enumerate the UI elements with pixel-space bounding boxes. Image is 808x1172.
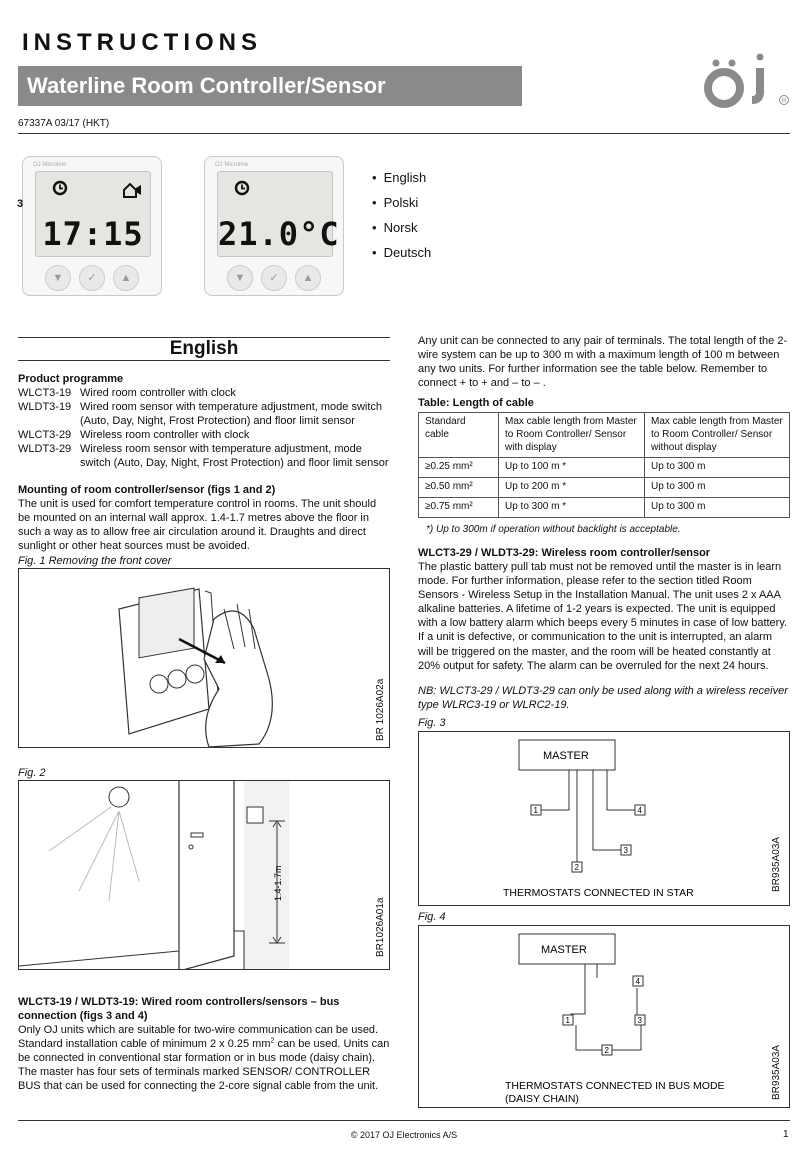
intro-text: Any unit can be connected to any pair of terminals. The total length of the 2-wire system can be up to 300 m with a maximum length of 100 m between any two units. For further information see the table below. Remember to connect + to + and – to – . bbox=[418, 335, 788, 390]
table-row bbox=[419, 458, 790, 478]
svg-text:R: R bbox=[782, 98, 787, 105]
master-label: MASTER bbox=[543, 750, 589, 762]
table-cell: ≥0.25 mm² bbox=[419, 458, 499, 478]
fig1-label: Fig. 1 Removing the front cover bbox=[18, 555, 172, 567]
device-brand: OJ Microline bbox=[33, 162, 67, 168]
up-button-icon: ▲ bbox=[113, 265, 139, 291]
room-wall-mounting-illustration bbox=[19, 781, 390, 970]
table-cell: ≥0.75 mm² bbox=[419, 497, 499, 517]
table-cell: Up to 200 m * bbox=[499, 478, 645, 498]
bus-wiring-diagram bbox=[419, 926, 790, 1108]
node-label: 4 bbox=[637, 806, 642, 815]
up-button-icon: ▲ bbox=[295, 265, 321, 291]
wireless-title: WLCT3-29 / WLDT3-29: Wireless room controller/sensor bbox=[418, 547, 711, 559]
fig3-box bbox=[418, 731, 790, 906]
table-header: Max cable length from Master to Room Controller/ Sensor with display bbox=[499, 413, 645, 458]
home-icon bbox=[122, 182, 142, 198]
wireless-section bbox=[418, 546, 790, 673]
clock-icon bbox=[52, 180, 68, 196]
nb-note: NB: WLCT3-29 / WLDT3-29 can only be used along with a wireless receiver type WLRC3-19 or WLRC2-19. bbox=[418, 685, 788, 712]
table-cell: Up to 100 m * bbox=[499, 458, 645, 478]
superscript: 2 bbox=[270, 1037, 275, 1045]
fig1-box bbox=[18, 568, 390, 748]
product-code: WLCT3-19 bbox=[18, 387, 72, 400]
node-label: 3 bbox=[623, 846, 628, 855]
wired-text-part: can be used. Units can be connected in conventional star formation or in bus mode (daisy chain). The master has four sets of terminals marked SENSOR/ CONTROLLER BUS that can be used for connecting the 2-core signal cable from the unit. bbox=[18, 1038, 390, 1093]
time-readout: 17:15 bbox=[42, 215, 144, 253]
language-list bbox=[372, 170, 431, 270]
table-cell: Up to 300 m bbox=[645, 458, 790, 478]
mounting-section bbox=[18, 483, 390, 553]
product-desc: Wired room sensor with temperature adjustment, mode switch (Auto, Day, Night, Frost Protection) and floor limit sensor bbox=[80, 401, 383, 428]
table-row bbox=[419, 497, 790, 517]
product-programme bbox=[18, 372, 390, 471]
programme-row bbox=[18, 400, 390, 428]
fig4-label: Fig. 4 bbox=[418, 911, 446, 923]
lcd-display bbox=[217, 171, 340, 257]
product-desc: Wireless room sensor with temperature adjustment, mode switch (Auto, Day, Night, Frost Protection) and floor limit sensor bbox=[80, 443, 389, 470]
language-item: • Norsk bbox=[372, 220, 431, 245]
cable-length-table bbox=[418, 412, 790, 518]
down-button-icon: ▼ bbox=[45, 265, 71, 291]
lcd-display bbox=[35, 171, 151, 257]
programme-row bbox=[18, 428, 390, 442]
temperature-readout: 21.0°C bbox=[218, 215, 340, 253]
page-title: INSTRUCTIONS bbox=[22, 29, 262, 56]
confirm-button-icon: ✓ bbox=[79, 265, 105, 291]
product-desc: Wireless room controller with clock bbox=[80, 429, 250, 442]
fig4-caption: THERMOSTATS CONNECTED IN BUS MODE bbox=[505, 1080, 725, 1092]
mounting-title: Mounting of room controller/sensor (figs 1 and 2) bbox=[18, 484, 276, 496]
language-item: • Polski bbox=[372, 195, 431, 220]
table-cell: Up to 300 m * bbox=[499, 497, 645, 517]
fig4-ref: BR935A03A bbox=[771, 1044, 782, 1100]
node-label: 2 bbox=[604, 1046, 609, 1055]
language-item: • Deutsch bbox=[372, 245, 431, 270]
fig4-box bbox=[418, 925, 790, 1108]
node-label: 4 bbox=[635, 977, 640, 986]
title-band bbox=[18, 66, 522, 106]
master-label: MASTER bbox=[541, 944, 587, 956]
table-header: Max cable length from Master to Room Controller/ Sensor without display bbox=[645, 413, 790, 458]
fig2-label: Fig. 2 bbox=[18, 767, 46, 779]
wireless-text: The plastic battery pull tab must not be removed until the master is in learn mode. For further information, please refer to the section titled Room Sensors - Wireless Setup in the Installation Manual. The unit uses 2 x AAA alkaline batteries. A lifetime of 1-2 years is expected. The unit is equipped with a low battery alarm which beeps every 5 minutes in case of low battery. If a unit is defective, or communication to the unit is interrupted, an alarm will be triggered on the master, and the room will be heated constantly at 20% output for safety. The alarm can be overruled for the next 24 hours. bbox=[418, 561, 788, 672]
copyright: © 2017 OJ Electronics A/S bbox=[350, 1130, 458, 1140]
table-row bbox=[419, 478, 790, 498]
device-brand: OJ Microline bbox=[215, 162, 249, 168]
programme-row bbox=[18, 386, 390, 400]
mounting-text: The unit is used for comfort temperature control in rooms. The unit should be mounted on an internal wall approx. 1.4-1.7 metres above the floor in such a way as to allow free air circulation around it. Draughts and direct sunlight or other heat sources must be avoided. bbox=[18, 498, 377, 553]
table-header-row bbox=[419, 413, 790, 458]
height-dimension: 1.4-1.7m bbox=[273, 865, 283, 901]
section-heading: English bbox=[18, 337, 390, 361]
node-label: 1 bbox=[565, 1016, 570, 1025]
logo-text: OJ bbox=[702, 52, 704, 53]
table-cell: Up to 300 m bbox=[645, 497, 790, 517]
oj-logo bbox=[702, 52, 792, 112]
program-number: 3 bbox=[17, 198, 24, 210]
table-title: Table: Length of cable bbox=[418, 397, 534, 409]
room-sensor-display-image bbox=[204, 156, 344, 296]
node-label: 1 bbox=[533, 806, 538, 815]
node-label: 3 bbox=[637, 1016, 642, 1025]
fig1-ref: BR 1026A02a bbox=[375, 678, 386, 741]
room-controller-clock-image bbox=[17, 156, 162, 296]
confirm-button-icon: ✓ bbox=[261, 265, 287, 291]
header-divider bbox=[18, 133, 790, 134]
hand-removing-cover-illustration bbox=[19, 569, 390, 748]
wired-text-part: Only OJ units which are suitable for two-wire communication can be used. Standard installation cable of minimum 2 x 0.25 mm bbox=[18, 1024, 379, 1051]
programme-title: Product programme bbox=[18, 373, 124, 385]
clock-icon bbox=[234, 180, 250, 196]
product-code: WLDT3-29 bbox=[18, 443, 72, 456]
wired-title: WLCT3-19 / WLDT3-19: Wired room controllers/sensors – bus connection (figs 3 and 4) bbox=[18, 996, 340, 1023]
wired-text bbox=[18, 1023, 390, 1093]
node-label: 2 bbox=[574, 863, 579, 872]
product-title: Waterline Room Controller/Sensor bbox=[27, 73, 386, 98]
fig3-label: Fig. 3 bbox=[418, 717, 446, 729]
document-reference: 67337A 03/17 (HKT) bbox=[18, 118, 110, 129]
star-wiring-diagram bbox=[419, 732, 790, 906]
fig2-box bbox=[18, 780, 390, 970]
footer-divider bbox=[18, 1120, 790, 1121]
wired-section bbox=[18, 995, 390, 1094]
down-button-icon: ▼ bbox=[227, 265, 253, 291]
table-cell: ≥0.50 mm² bbox=[419, 478, 499, 498]
table-cell: Up to 300 m bbox=[645, 478, 790, 498]
table-note: *) Up to 300m if operation without backlight is acceptable. bbox=[426, 524, 681, 535]
language-item: • English bbox=[372, 170, 431, 195]
table-header: Standard cable bbox=[419, 413, 499, 458]
fig3-ref: BR935A03A bbox=[771, 836, 782, 892]
product-code: WLCT3-29 bbox=[18, 429, 72, 442]
page-number: 1 bbox=[783, 1129, 789, 1140]
product-code: WLDT3-19 bbox=[18, 401, 72, 414]
fig3-caption: THERMOSTATS CONNECTED IN STAR bbox=[503, 887, 694, 899]
fig4-caption-line2: (DAISY CHAIN) bbox=[505, 1093, 579, 1105]
fig2-ref: BR1026A01a bbox=[375, 897, 386, 957]
product-desc: Wired room controller with clock bbox=[80, 387, 236, 400]
programme-row bbox=[18, 442, 390, 470]
